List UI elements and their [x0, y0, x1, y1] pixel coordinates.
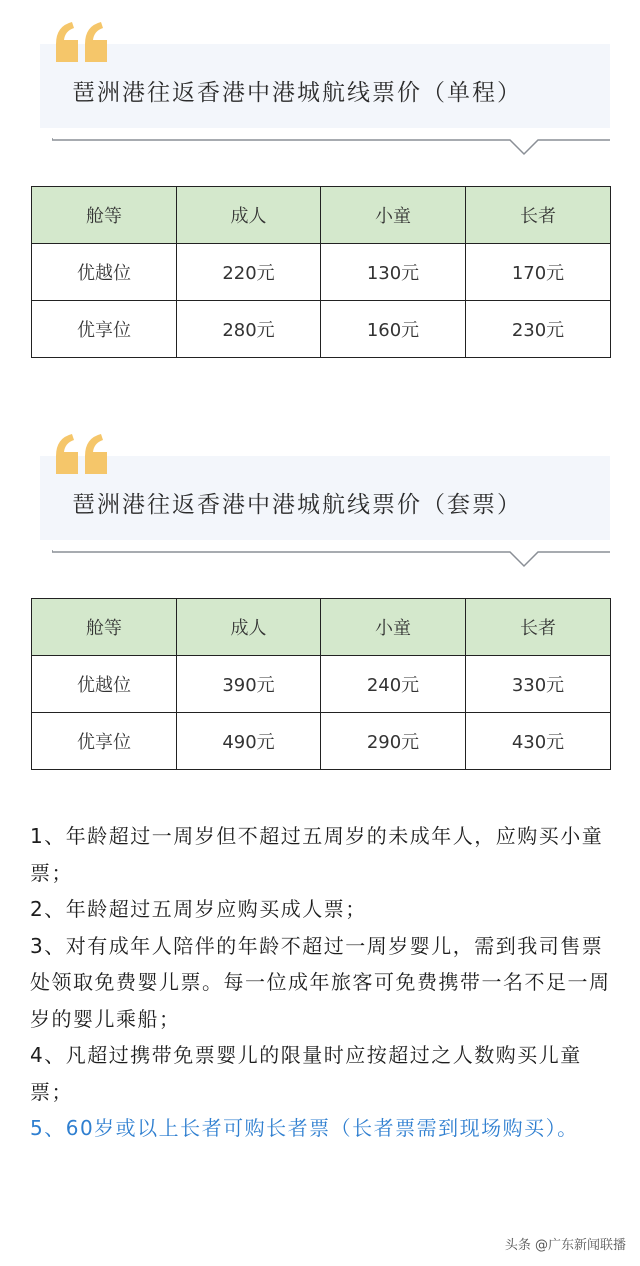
- cell-adult: 220元: [177, 244, 321, 301]
- table-row: [32, 713, 611, 770]
- cell-senior: 170元: [466, 244, 611, 301]
- cell-cabin: 优享位: [32, 301, 177, 358]
- header-adult: 成人: [177, 187, 321, 244]
- header-senior: 长者: [466, 599, 611, 656]
- header-senior: 长者: [466, 187, 611, 244]
- fare-table: [31, 186, 611, 358]
- note-item: 1、年龄超过一周岁但不超过五周岁的未成年人，应购买小童票；: [30, 824, 604, 885]
- section-title: 琶洲港往返香港中港城航线票价（单程）: [72, 80, 522, 106]
- cell-senior: 230元: [466, 301, 611, 358]
- header-child: 小童: [321, 187, 466, 244]
- cell-cabin: 优享位: [32, 713, 177, 770]
- table-row: [32, 656, 611, 713]
- cell-adult: 280元: [177, 301, 321, 358]
- table-row: [32, 244, 611, 301]
- header-cabin: 舱等: [32, 187, 177, 244]
- cell-adult: 490元: [177, 713, 321, 770]
- cell-child: 290元: [321, 713, 466, 770]
- cell-senior: 430元: [466, 713, 611, 770]
- title-box: [40, 456, 610, 540]
- cell-child: 240元: [321, 656, 466, 713]
- fare-table: [31, 598, 611, 770]
- cell-child: 160元: [321, 301, 466, 358]
- title-underline: [52, 550, 610, 574]
- title-box: [40, 44, 610, 128]
- header-child: 小童: [321, 599, 466, 656]
- cell-cabin: 优越位: [32, 656, 177, 713]
- section-title: 琶洲港往返香港中港城航线票价（套票）: [72, 492, 522, 518]
- cell-child: 130元: [321, 244, 466, 301]
- quote-icon: [52, 432, 112, 476]
- cell-senior: 330元: [466, 656, 611, 713]
- note-item: 2、年龄超过五周岁应购买成人票；: [30, 897, 367, 921]
- source-watermark: 头条 @广东新闻联播: [504, 1238, 626, 1253]
- note-item-highlight: 5、60岁或以上长者可购长者票（长者票需到现场购买）。: [30, 1116, 579, 1140]
- notes-list: [30, 818, 620, 1147]
- quote-icon: [52, 20, 112, 64]
- note-item: 4、凡超过携带免票婴儿的限量时应按超过之人数购买儿童票；: [30, 1043, 582, 1104]
- note-item: 3、对有成年人陪伴的年龄不超过一周岁婴儿，需到我司售票处领取免费婴儿票。每一位成年旅客可免费携带一名不足一周岁的婴儿乘船；: [30, 933, 611, 1031]
- table-header-row: [32, 187, 611, 244]
- header-adult: 成人: [177, 599, 321, 656]
- title-underline: [52, 138, 610, 162]
- table-header-row: [32, 599, 611, 656]
- header-cabin: 舱等: [32, 599, 177, 656]
- cell-adult: 390元: [177, 656, 321, 713]
- table-row: [32, 301, 611, 358]
- cell-cabin: 优越位: [32, 244, 177, 301]
